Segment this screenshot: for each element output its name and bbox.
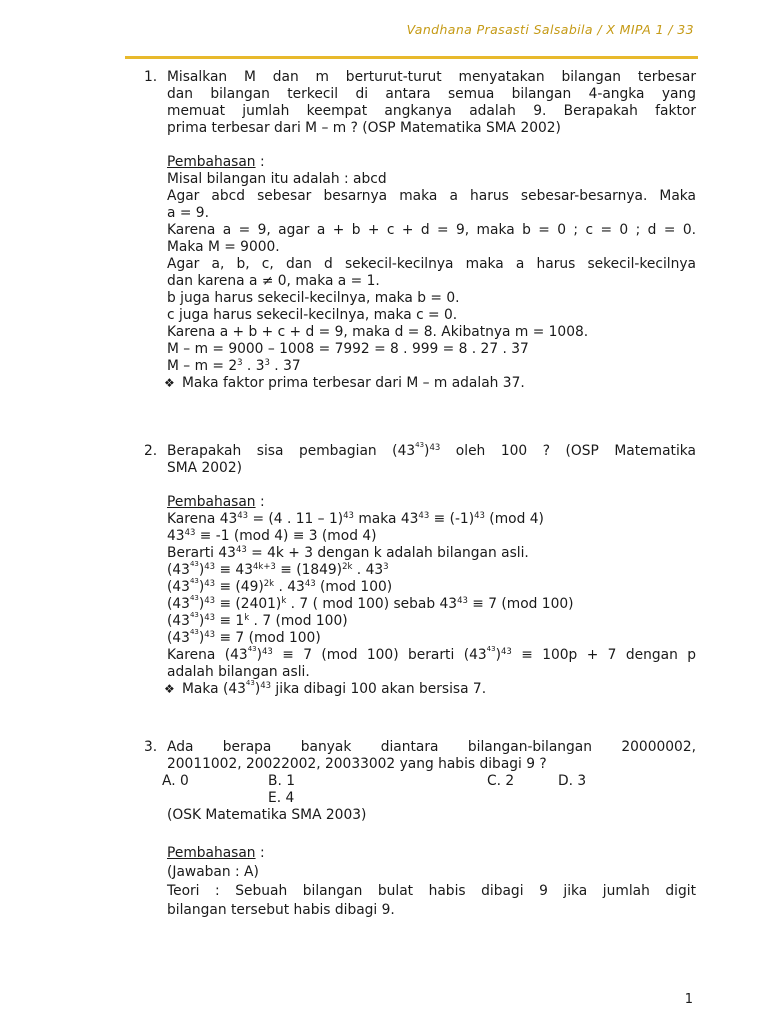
source-line: (OSK Matematika SMA 2003) [167,807,367,823]
header-rule [125,56,698,59]
answer-line: (Jawaban : A) [167,864,259,880]
option-d: D. 3 [558,773,587,789]
pembahasan-heading: Pembahasan : [167,845,265,861]
question-line: Ada berapa banyak diantara bilangan-bilangan 20000002, [167,739,696,755]
solution-line: $(43^{43})^{43} \equiv 7$ (mod 100) [167,628,321,646]
option-e: E. 4 [268,790,295,806]
solution-line: dan karena a ≠ 0, maka a = 1. [167,273,380,289]
question-line: 20011002, 20022002, 20033002 yang habis dibagi 9 ? [167,756,547,772]
page-number: 1 [684,992,693,1007]
solution-line: $(43^{43})^{43} \equiv (49)^{2k}$ . $43^{43}$ (mod 100) [167,577,393,595]
question-line: memuat jumlah keempat angkanya adalah 9. Berapakah faktor [167,103,696,119]
page-header: Vandhana Prasasti Salsabila / X MIPA 1 / 33 [406,22,694,37]
theory-line: bilangan tersebut habis dibagi 9. [167,902,395,918]
conclusion-line: ❖ Maka faktor prima terbesar dari M – m adalah 37. [164,375,525,391]
diamond-bullet-icon: ❖ [164,682,175,696]
solution-line: adalah bilangan asli. [167,664,310,680]
problem-1 [146,69,696,392]
problem-2 [146,443,696,698]
theory-line: Teori : Sebuah bilangan bulat habis dibagi 9 jika jumlah digit [167,883,696,899]
diamond-bullet-icon: ❖ [164,376,175,390]
solution-line: Maka M = 9000. [167,239,280,255]
solution-line: c juga harus sekecil-kecilnya, maka c = 0. [167,307,458,323]
option-c: C. 2 [487,773,515,789]
solution-line: Misal bilangan itu adalah : abcd [167,171,387,187]
conclusion-line: ❖ Maka $(43^{43})^{43}$ jika dibagi 100 akan bersisa 7. [164,679,487,697]
solution-line: a = 9. [167,205,209,221]
solution-line: $(43^{43})^{43} \equiv 1^k$ . 7 (mod 100) [167,611,348,629]
problem-number: 2. [144,443,158,459]
question-line: Berapakah sisa pembagian $(43^{43})^{43}$ oleh 100 ? (OSP Matematika [167,441,696,459]
solution-line: $M - m = 2^3$ . $3^3$ . 37 [167,358,301,374]
solution-line: Agar abcd sebesar besarnya maka a harus sebesar-besarnya. Maka [167,188,696,204]
solution-line: Karena $43^{43} = (4$ . 11 – 1)$^{43}$ maka $43^{43} \equiv (-1)^{43}$ (mod 4) [167,511,544,527]
solution-line: Berarti $43^{43} = 4k + 3$ dengan k adalah bilangan asli. [167,545,529,561]
question-line: Misalkan M dan m berturut-turut menyatakan bilangan terbesar [167,69,696,85]
solution-line: Karena a + b + c + d = 9, maka d = 8. Akibatnya m = 1008. [167,324,589,340]
solution-line: $(43^{43})^{43} \equiv 43^{4k+3} \equiv (1849)^{2k}$ . $43^3$ [167,560,389,578]
pembahasan-heading: Pembahasan : [167,154,265,170]
pembahasan-heading: Pembahasan : [167,494,265,510]
solution-line: Agar a, b, c, dan d sekecil-kecilnya maka a harus sekecil-kecilnya [167,256,696,272]
solution-line: $43^{43} \equiv -1$ (mod 4) ≡ 3 (mod 4) [167,528,377,544]
problem-number: 1. [144,69,158,85]
answer-options [167,790,696,807]
problem-3 [146,739,696,919]
solution-line: Karena a = 9, agar a + b + c + d = 9, maka b = 0 ; c = 0 ; d = 0. [167,222,696,238]
solution-line: M – m = 9000 – 1008 = 7992 = 8 . 999 = 8 . 27 . 37 [167,341,529,357]
solution-line: b juga harus sekecil-kecilnya, maka b = 0. [167,290,460,306]
question-line: SMA 2002) [167,460,242,476]
answer-options [162,773,696,790]
problem-number: 3. [144,739,158,755]
option-a: A. 0 [162,773,189,789]
solution-line: Karena $(43^{43})^{43} \equiv 7$ (mod 100) berarti $(43^{43})^{43} \equiv 100p + 7$ dengan p [167,645,697,663]
question-line: prima terbesar dari M – m ? (OSP Matematika SMA 2002) [167,120,561,136]
solution-line: $(43^{43})^{43} \equiv (2401)^k$ . 7 ( mod 100) sebab $43^{43} \equiv 7$ (mod 100) [167,594,574,612]
question-line: dan bilangan terkecil di antara semua bilangan 4-angka yang [167,86,696,102]
option-b: B. 1 [268,773,296,789]
